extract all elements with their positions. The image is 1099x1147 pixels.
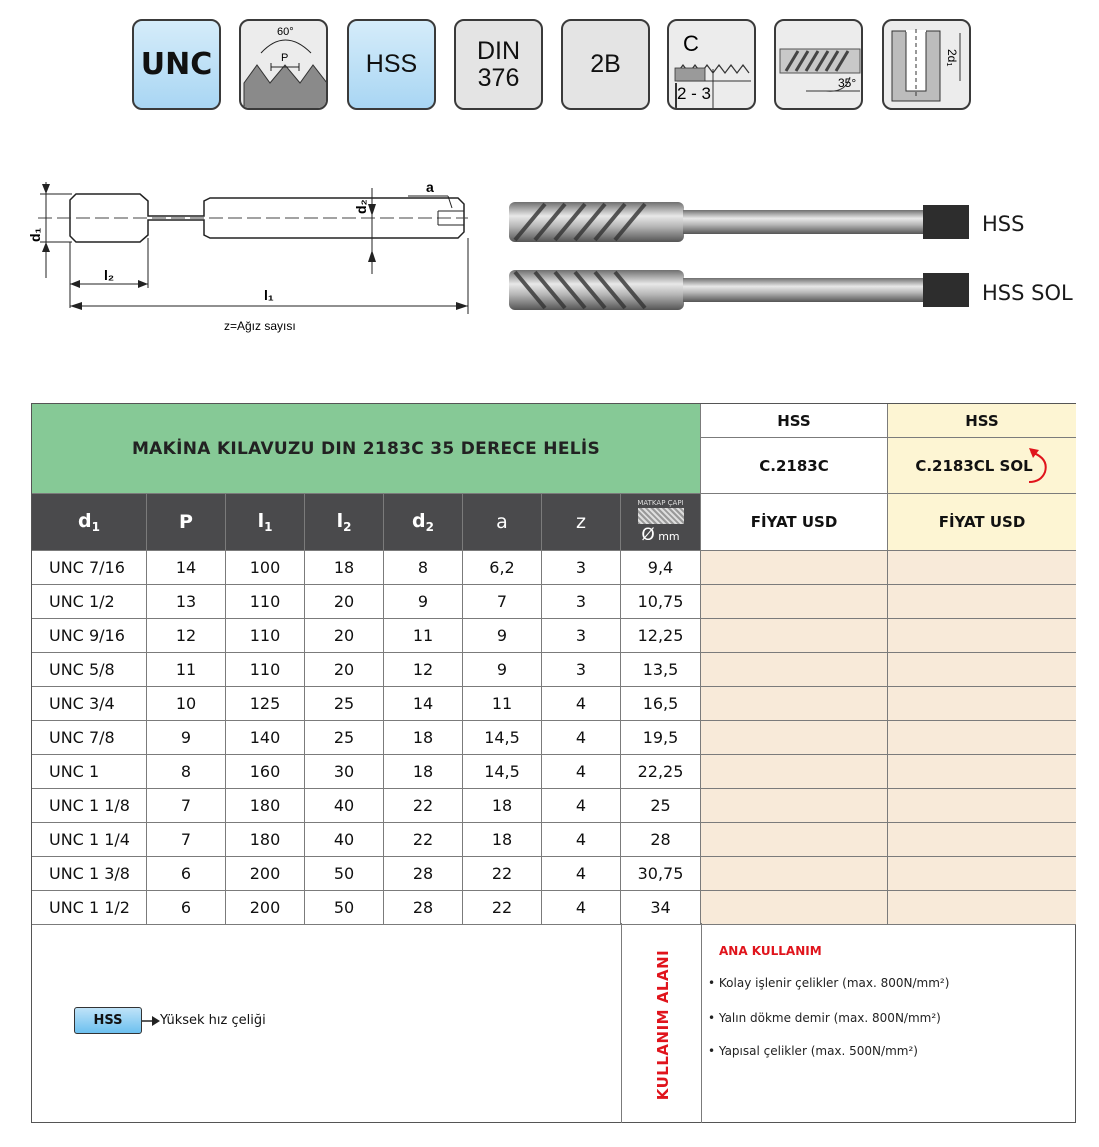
table-cell: 20 <box>305 619 384 653</box>
table-cell: UNC 1 1/4 <box>32 823 147 857</box>
price-cell <box>888 551 1076 585</box>
price-cell <box>701 585 888 619</box>
table-cell: 30,75 <box>621 857 701 891</box>
hss-legend-chip: HSS <box>74 1007 142 1034</box>
table-cell: 100 <box>226 551 305 585</box>
unc-badge <box>132 19 221 110</box>
a-label: a <box>426 179 434 195</box>
table-cell: 9,4 <box>621 551 701 585</box>
price-cell <box>701 857 888 891</box>
table-cell: 200 <box>226 857 305 891</box>
table-cell: 28 <box>384 891 463 925</box>
table-cell: 22 <box>463 891 542 925</box>
main-usage-title: ANA KULLANIM <box>719 944 822 958</box>
table-cell: 20 <box>305 653 384 687</box>
price-header-right: FİYAT USD <box>701 494 888 551</box>
table-cell: 18 <box>384 721 463 755</box>
header-p: P <box>147 494 226 551</box>
header-l1: $l_1$ <box>226 494 305 551</box>
price-cell <box>701 551 888 585</box>
table-cell: 13,5 <box>621 653 701 687</box>
table-cell: 12 <box>147 619 226 653</box>
header-drill <box>621 494 701 551</box>
table-cell: 10 <box>147 687 226 721</box>
table-cell: UNC 1 3/8 <box>32 857 147 891</box>
price-cell <box>701 687 888 721</box>
table-cell: UNC 7/16 <box>32 551 147 585</box>
table-cell: 110 <box>226 653 305 687</box>
arrow-right-icon <box>142 1015 160 1027</box>
price-header-left: FİYAT USD <box>888 494 1076 551</box>
table-cell: UNC 1/2 <box>32 585 147 619</box>
price-cell <box>888 653 1076 687</box>
table-cell: 25 <box>621 789 701 823</box>
table-cell: UNC 5/8 <box>32 653 147 687</box>
table-cell: 8 <box>384 551 463 585</box>
hss-column-header: HSS <box>701 404 888 438</box>
tap-technical-drawing <box>28 178 478 338</box>
hss-legend-text: Yüksek hız çeliği <box>160 1013 266 1028</box>
table-cell: 4 <box>542 755 621 789</box>
table-title: MAKİNA KILAVUZU DIN 2183C 35 DERECE HELİS <box>32 404 701 494</box>
header-z: z <box>542 494 621 551</box>
table-cell: 7 <box>463 585 542 619</box>
price-cell <box>701 891 888 925</box>
table-cell: 19,5 <box>621 721 701 755</box>
table-cell: 200 <box>226 891 305 925</box>
table-cell: 22 <box>463 857 542 891</box>
hss-badge-label: HSS <box>365 50 418 78</box>
hss-badge <box>347 19 436 110</box>
table-cell: 50 <box>305 857 384 891</box>
teeth-caption: z=Ağız sayısı <box>224 319 296 333</box>
header-d1: $d_1$ <box>32 494 147 551</box>
table-cell: 28 <box>621 823 701 857</box>
hss-tap-image <box>509 202 969 242</box>
table-cell: 3 <box>542 585 621 619</box>
table-cell: 22 <box>384 823 463 857</box>
table-cell: 34 <box>621 891 701 925</box>
table-cell: 14,5 <box>463 721 542 755</box>
table-cell: 30 <box>305 755 384 789</box>
l1-label: l₁ <box>264 287 274 303</box>
usage-vertical-label-cell <box>621 923 702 1123</box>
table-cell: 4 <box>542 789 621 823</box>
table-cell: 4 <box>542 721 621 755</box>
tolerance-label: 2B <box>590 50 621 78</box>
drill-hatch-icon <box>638 508 684 524</box>
table-cell: 9 <box>384 585 463 619</box>
pitch-label: P <box>281 52 289 64</box>
helix-angle: 35° <box>838 76 857 90</box>
helix-icon <box>774 19 863 110</box>
d2-label: d₂ <box>353 199 369 214</box>
price-cell <box>701 789 888 823</box>
table-cell: UNC 1 1/8 <box>32 789 147 823</box>
table-cell: 9 <box>463 619 542 653</box>
table-cell: 4 <box>542 857 621 891</box>
table-cell: 14 <box>147 551 226 585</box>
din-label: DIN <box>476 36 521 65</box>
table-cell: 110 <box>226 619 305 653</box>
table-cell: 4 <box>542 891 621 925</box>
hss-photo-label: HSS <box>982 212 1025 236</box>
table-cell: 50 <box>305 891 384 925</box>
table-cell: 20 <box>305 585 384 619</box>
table-cell: 4 <box>542 687 621 721</box>
table-cell: 22,25 <box>621 755 701 789</box>
table-cell: 13 <box>147 585 226 619</box>
table-cell: 14,5 <box>463 755 542 789</box>
table-cell: 8 <box>147 755 226 789</box>
price-cell <box>701 619 888 653</box>
table-cell: 3 <box>542 551 621 585</box>
product-code-left-cell <box>888 438 1076 494</box>
table-cell: 14 <box>384 687 463 721</box>
usage-vertical-label: KULLANIM ALANI <box>654 949 672 1101</box>
table-cell: UNC 7/8 <box>32 721 147 755</box>
hss-sol-photo-label: HSS SOL <box>982 281 1073 305</box>
table-cell: 7 <box>147 789 226 823</box>
price-cell <box>701 823 888 857</box>
usage-item: • Kolay işlenir çelikler (max. 800N/mm²) <box>708 976 950 990</box>
usage-item: • Yapısal çelikler (max. 500N/mm²) <box>708 1044 918 1058</box>
price-cell <box>888 823 1076 857</box>
table-cell: 11 <box>463 687 542 721</box>
chamfer-range: 2 - 3 <box>677 84 712 103</box>
table-cell: 25 <box>305 687 384 721</box>
din-number: 376 <box>477 63 520 92</box>
legend-area <box>32 923 622 1123</box>
table-cell: 180 <box>226 823 305 857</box>
table-cell: 9 <box>147 721 226 755</box>
table-cell: 40 <box>305 823 384 857</box>
table-cell: 18 <box>305 551 384 585</box>
header-a: a <box>463 494 542 551</box>
price-cell <box>888 857 1076 891</box>
chamfer-letter: C <box>683 31 699 56</box>
chamfer-icon <box>667 19 756 110</box>
usage-item: • Yalın dökme demir (max. 800N/mm²) <box>708 1011 941 1025</box>
table-cell: 22 <box>384 789 463 823</box>
table-cell: 6 <box>147 891 226 925</box>
tap-photos <box>505 180 975 320</box>
table-cell: 6 <box>147 857 226 891</box>
table-cell: 25 <box>305 721 384 755</box>
diameter-icon: Ø <box>641 525 655 545</box>
price-cell <box>888 789 1076 823</box>
table-cell: 4 <box>542 823 621 857</box>
product-code-right: C.2183C <box>701 438 888 494</box>
table-cell: UNC 1 1/2 <box>32 891 147 925</box>
table-cell: 3 <box>542 619 621 653</box>
table-cell: UNC 1 <box>32 755 147 789</box>
hss-sol-column-header: HSS <box>888 404 1076 438</box>
table-cell: 40 <box>305 789 384 823</box>
table-cell: 11 <box>384 619 463 653</box>
thread-profile-icon <box>239 19 328 110</box>
price-cell <box>701 755 888 789</box>
hss-sol-tap-image <box>509 270 969 310</box>
drill-header-small: MATKAP ÇAPI <box>637 499 684 507</box>
icon-badge-row <box>132 19 976 113</box>
table-cell: 12,25 <box>621 619 701 653</box>
blind-hole-icon <box>882 19 971 110</box>
table-cell: 16,5 <box>621 687 701 721</box>
price-cell <box>888 755 1076 789</box>
product-table <box>31 403 1076 1123</box>
header-l2: $l_2$ <box>305 494 384 551</box>
table-cell: 12 <box>384 653 463 687</box>
table-cell: 125 <box>226 687 305 721</box>
table-cell: 140 <box>226 721 305 755</box>
table-cell: 18 <box>384 755 463 789</box>
table-cell: 28 <box>384 857 463 891</box>
price-cell <box>701 721 888 755</box>
d1-label: d₁ <box>28 227 43 242</box>
table-cell: 11 <box>147 653 226 687</box>
table-cell: 10,75 <box>621 585 701 619</box>
table-cell: 9 <box>463 653 542 687</box>
unc-label: UNC <box>140 47 213 82</box>
table-cell: 18 <box>463 823 542 857</box>
price-cell <box>888 891 1076 925</box>
price-cell <box>888 721 1076 755</box>
tolerance-badge <box>561 19 650 110</box>
angle-label: 60° <box>277 26 294 38</box>
din-badge <box>454 19 543 110</box>
table-cell: 110 <box>226 585 305 619</box>
table-cell: 18 <box>463 789 542 823</box>
product-code-left: C.2183CL SOL <box>915 456 1033 475</box>
header-d2: $d_2$ <box>384 494 463 551</box>
table-cell: 7 <box>147 823 226 857</box>
drill-unit: mm <box>658 530 680 543</box>
price-cell <box>888 585 1076 619</box>
usage-area <box>701 923 1076 1123</box>
table-cell: 160 <box>226 755 305 789</box>
table-cell: UNC 3/4 <box>32 687 147 721</box>
l2-label: l₂ <box>104 267 115 283</box>
left-rotation-icon <box>1027 446 1049 486</box>
table-cell: 6,2 <box>463 551 542 585</box>
table-cell: 180 <box>226 789 305 823</box>
depth-label: 2d₁ <box>945 49 959 67</box>
table-cell: UNC 9/16 <box>32 619 147 653</box>
price-cell <box>701 653 888 687</box>
price-cell <box>888 687 1076 721</box>
price-cell <box>888 619 1076 653</box>
table-cell: 3 <box>542 653 621 687</box>
